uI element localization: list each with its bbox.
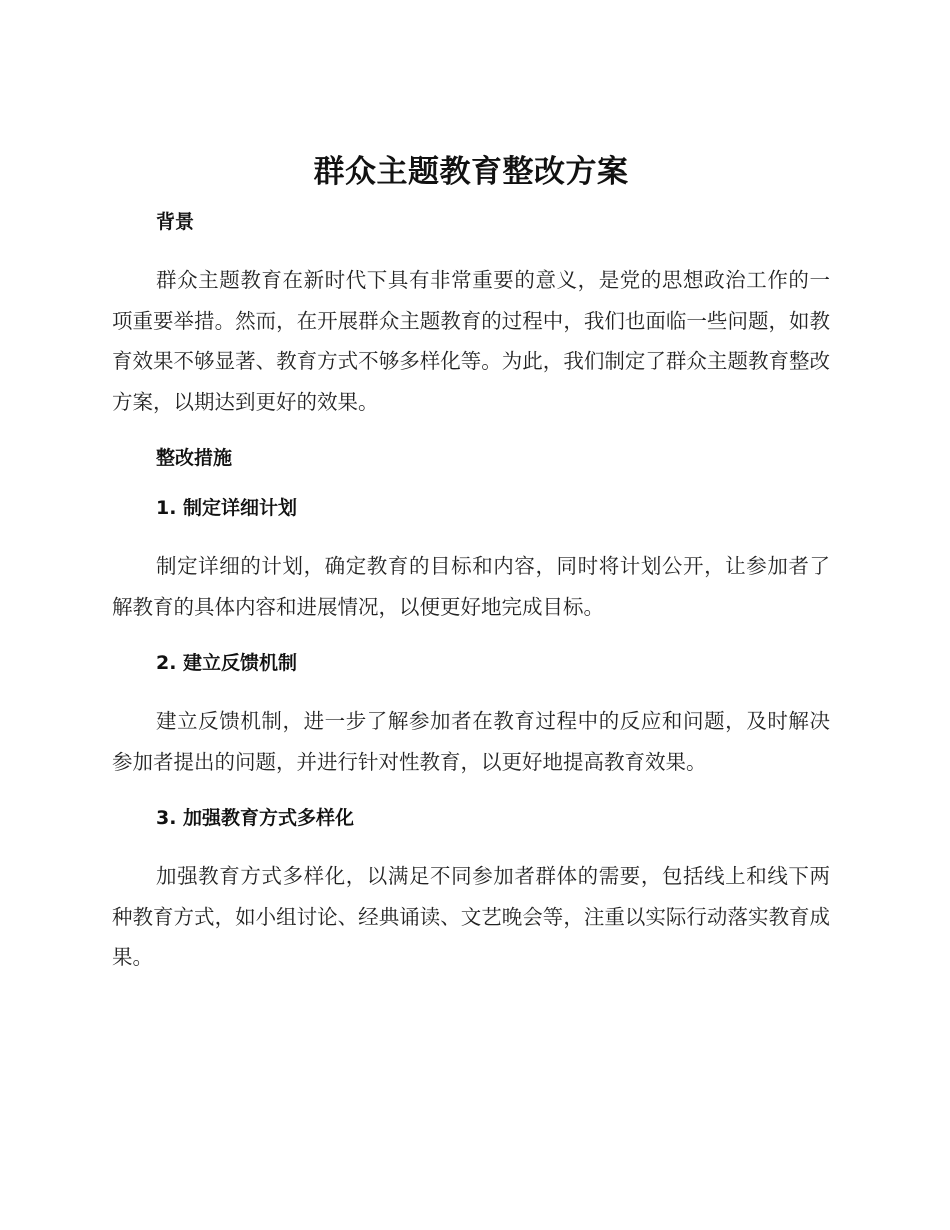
paragraph-background: 群众主题教育在新时代下具有非常重要的意义，是党的思想政治工作的一项重要举措。然而，在开展群众主题教育的过程中，我们也面临一些问题，如教育效果不够显著、教育方式不够多样化等。为此，我们制定了群众主题教育整改方案，以期达到更好的效果。 [112, 268, 830, 414]
document-title: 群众主题教育整改方案 [313, 154, 629, 190]
section-heading-measures: 整改措施 [156, 447, 233, 469]
measure-heading-2: 2. 建立反馈机制 [156, 652, 298, 674]
measure-paragraph-3: 加强教育方式多样化，以满足不同参加者群体的需要，包括线上和线下两种教育方式，如小组讨论、经典诵读、文艺晚会等，注重以实际行动落实教育成果。 [112, 864, 830, 969]
measure-heading-1: 1. 制定详细计划 [156, 497, 298, 519]
measure-paragraph-2: 建立反馈机制，进一步了解参加者在教育过程中的反应和问题，及时解决参加者提出的问题，并进行针对性教育，以更好地提高教育效果。 [112, 709, 830, 774]
section-heading-background: 背景 [156, 211, 195, 233]
measure-heading-3: 3. 加强教育方式多样化 [156, 807, 355, 829]
document-body [112, 150, 830, 978]
measure-paragraph-1: 制定详细的计划，确定教育的目标和内容，同时将计划公开，让参加者了解教育的具体内容和进展情况，以便更好地完成目标。 [112, 554, 830, 619]
